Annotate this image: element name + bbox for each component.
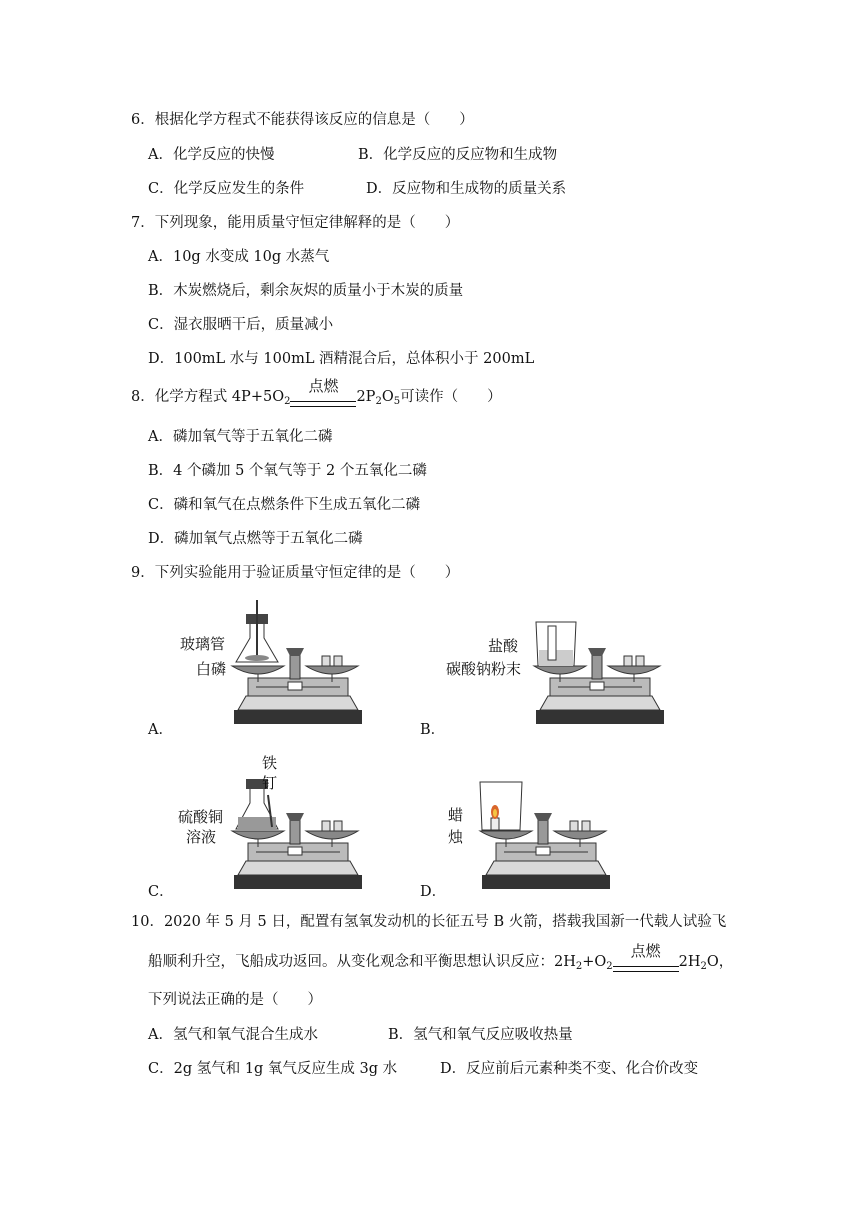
q8-option-c: C．磷和氧气在点燃条件下生成五氧化二磷 [148, 497, 421, 513]
q9-option-a: A． [148, 722, 173, 738]
q9-option-d: D． [420, 884, 447, 900]
figure-b-label-acid: 盐酸 [488, 637, 519, 655]
q10-stem-line2: 船顺利升空，飞船成功返回。从变化观念和平衡思想认识反应：$2H_2+O_2$ 点燃 $2H_2O$， [148, 952, 733, 977]
q10-option-b: B．氢气和氧气反应吸收热量 [388, 1027, 573, 1043]
q7-stem: 7．下列现象，能用质量守恒定律解释的是（ ） [131, 215, 460, 231]
q7-option-b: B．木炭燃烧后，剩余灰烬的质量小于木炭的质量 [148, 283, 464, 299]
q8-option-a: A．磷加氧气等于五氧化二磷 [148, 429, 333, 445]
q10-option-a: A．氢气和氧气混合生成水 [148, 1027, 318, 1043]
q6-option-a: A．化学反应的快慢 [148, 147, 275, 163]
figure-a-balance [228, 600, 368, 730]
figure-d-label-candle1: 蜡 [448, 806, 464, 824]
q7-option-d: D．100mL 水与 100mL 酒精混合后，总体积小于 200mL [148, 351, 535, 367]
reaction-condition: 点燃 [308, 377, 339, 395]
q9-option-b: B． [420, 722, 446, 738]
q6-option-c: C．化学反应发生的条件 [148, 181, 305, 197]
q8-option-b: B．4 个磷加 5 个氧气等于 2 个五氧化二磷 [148, 463, 427, 479]
q6-stem: 6．根据化学方程式不能获得该反应的信息是（ ） [131, 112, 474, 128]
q6-option-d: D．反应物和生成物的质量关系 [366, 181, 567, 197]
figure-c-label-iron: 铁 [262, 754, 278, 772]
q6-option-b: B．化学反应的反应物和生成物 [358, 147, 558, 163]
figure-d-balance [476, 780, 616, 895]
figure-c-label-solution: 溶液 [186, 828, 217, 846]
q10-stem-line3: 下列说法正确的是（ ） [148, 992, 322, 1008]
figure-a-label-tube: 玻璃管 [180, 635, 226, 653]
figure-d-label-candle2: 烛 [448, 828, 464, 846]
q9-option-c: C． [148, 884, 174, 900]
q8-option-d: D．磷加氧气点燃等于五氧化二磷 [148, 531, 363, 547]
figure-b-label-carbonate: 碳酸钠粉末 [446, 660, 522, 678]
reaction-condition: 点燃 [630, 942, 661, 960]
figure-a-label-phosphorus: 白磷 [196, 660, 227, 678]
q7-option-c: C．湿衣服晒干后，质量减小 [148, 317, 334, 333]
reaction-arrow [613, 942, 679, 977]
figure-c-label-nail: 钉 [262, 774, 278, 792]
q10-option-c: C．2g 氢气和 1g 氧气反应生成 3g 水 [148, 1061, 398, 1077]
q10-stem-line1: 10．2020 年 5 月 5 日，配置有氢氧发动机的长征五号 B 火箭，搭载我国新一代载人试验飞 [131, 914, 727, 930]
figure-c-label-sulfate: 硫酸铜 [178, 808, 224, 826]
q9-stem: 9．下列实验能用于验证质量守恒定律的是（ ） [131, 565, 460, 581]
figure-b-balance [530, 620, 670, 730]
figure-c-balance [228, 775, 368, 895]
reaction-arrow [290, 377, 356, 412]
q8-stem: 8．化学方程式 $4P+5O_2$ 点燃 $2P_2O_5$可读作（ ） [131, 387, 502, 412]
q10-option-d: D．反应前后元素种类不变、化合价改变 [440, 1061, 699, 1077]
q7-option-a: A．10g 水变成 10g 水蒸气 [148, 249, 330, 265]
